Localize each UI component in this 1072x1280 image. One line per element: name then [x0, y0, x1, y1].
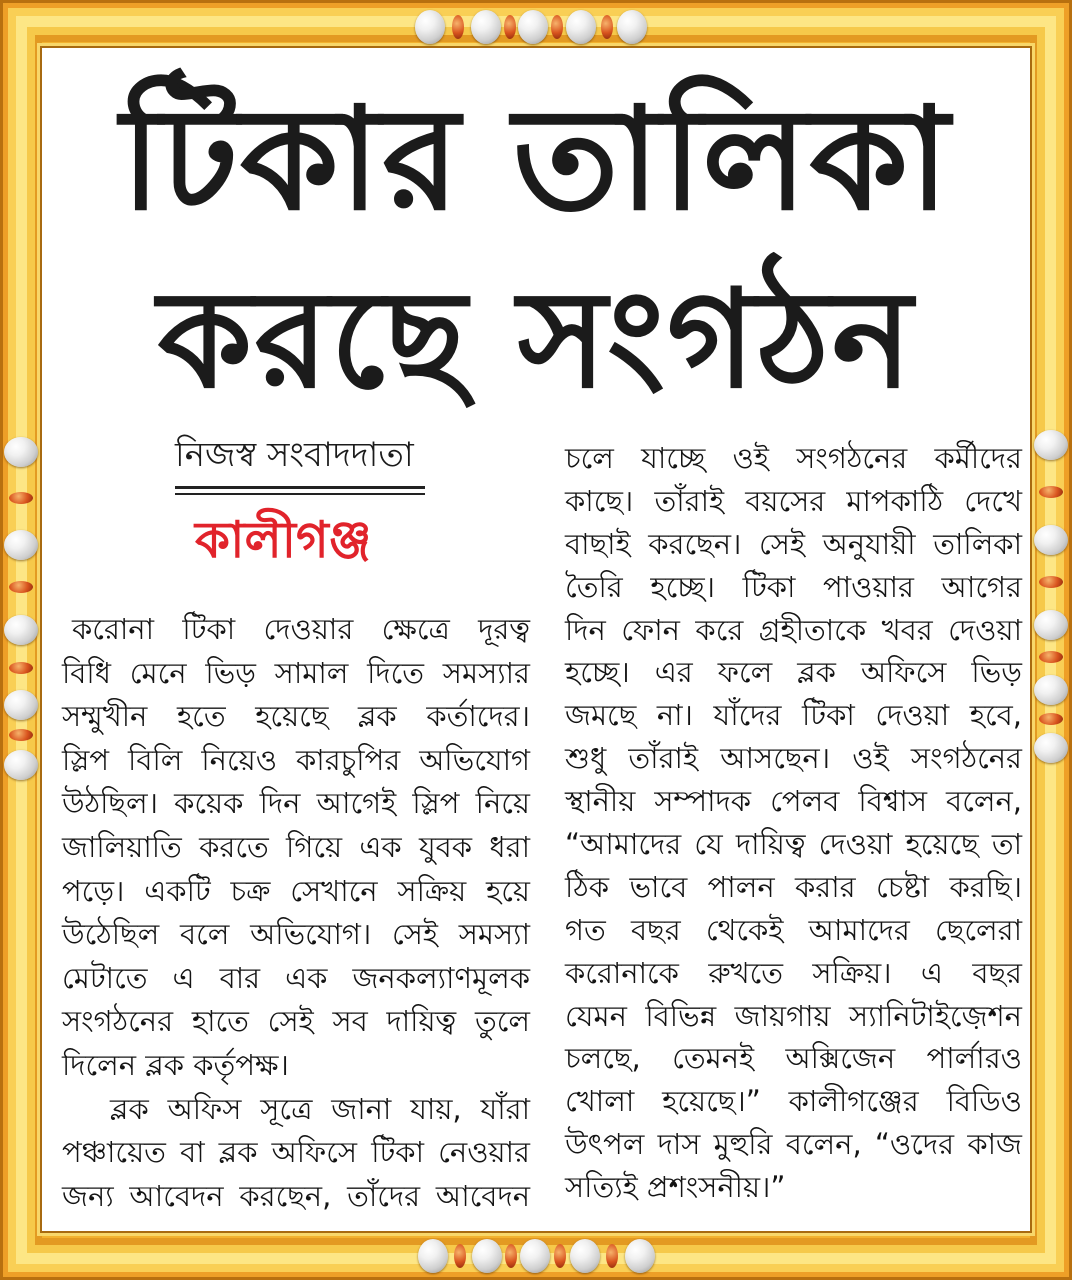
body-line: শুধু তাঁরাই আসছেন। ওই সংগঠনের: [565, 741, 1022, 776]
headline-line-1: [42, 75, 1030, 245]
body-line: সংগঠনের হাতে সেই সব দায়িত্ব তুলে: [62, 1004, 530, 1039]
bead-ornament: [1039, 713, 1063, 725]
bead-ornament: [1039, 651, 1063, 663]
body-line: গত বছর থেকেই আমাদের ছেলেরা: [565, 912, 1022, 947]
body-line: দিন ফোন করে গ্রহীতাকে খবর দেওয়া: [565, 612, 1022, 647]
byline-rule-thick: [175, 486, 425, 489]
pearl-ornament: [518, 10, 548, 44]
body-line: স্লিপ বিলি নিয়েও কারচুপির অভিযোগ: [62, 742, 530, 777]
pearl-ornament: [415, 10, 445, 44]
body-line: বিধি মেনে ভিড় সামাল দিতে সমস্যার: [62, 655, 530, 690]
bead-ornament: [9, 581, 33, 593]
body-line: সত্যিই প্রশংসনীয়।”: [565, 1170, 786, 1205]
bead-ornament: [606, 1244, 618, 1268]
body-line: কাছে। তাঁরাই বয়সের মাপকাঠি দেখে: [565, 483, 1022, 518]
pearl-ornament: [418, 1239, 448, 1273]
bead-ornament: [452, 15, 464, 39]
body-line: পঞ্চায়েত বা ব্লক অফিসে টিকা নেওয়ার: [62, 1135, 530, 1170]
pearl-ornament: [4, 690, 38, 720]
headline-text-1: টিকার তালিকা: [120, 78, 952, 242]
right-column: [565, 437, 1022, 1209]
byline-rule-thin: [175, 493, 425, 495]
headline-line-2: [42, 255, 1030, 425]
pearl-ornament: [1034, 610, 1068, 640]
body-line: পড়ে। একটি চক্র সেখানে সক্রিয় হয়ে: [62, 873, 530, 908]
pearl-ornament: [1034, 430, 1068, 460]
body-line: স্থানীয় সম্পাদক পেলব বিশ্বাস বলেন,: [565, 784, 1022, 819]
bead-ornament: [454, 1244, 466, 1268]
body-line: করোনা টিকা দেওয়ার ক্ষেত্রে দূরত্ব: [72, 612, 530, 646]
byline: নিজস্ব সংবাদদাতা: [175, 435, 414, 475]
body-line: “আমাদের যে দায়িত্ব দেওয়া হয়েছে তা: [565, 827, 1022, 862]
body-line: মেটাতে এ বার এক জনকল্যাণমূলক: [62, 960, 530, 995]
body-line: চলে যাচ্ছে ওই সংগঠনের কর্মীদের: [565, 441, 1022, 475]
pearl-ornament: [625, 1239, 655, 1273]
pearl-ornament: [520, 1239, 550, 1273]
bead-ornament: [1039, 486, 1063, 498]
body-line: চলছে, তেমনই অক্সিজেন পার্লারও: [565, 1041, 1022, 1076]
pearl-ornament: [4, 437, 38, 467]
left-column: [62, 608, 530, 1218]
pearl-ornament: [1034, 675, 1068, 705]
body-line: দিলেন ব্লক কর্তৃপক্ষ।: [62, 1047, 289, 1082]
headline-text-2: করছে সংগঠন: [157, 261, 915, 418]
dateline: কালীগঞ্জ: [195, 511, 372, 569]
body-line: তৈরি হচ্ছে। টিকা পাওয়ার আগের: [565, 569, 1022, 604]
pearl-ornament: [472, 1239, 502, 1273]
body-line: বাছাই করছেন। সেই অনুযায়ী তালিকা: [565, 526, 1022, 561]
body-line: যেমন বিভিন্ন জায়গায় স্যানিটাইজ়েশন: [565, 998, 1022, 1033]
bead-ornament: [554, 1244, 566, 1268]
pearl-ornament: [1034, 525, 1068, 555]
body-line: ব্লক অফিস সূত্রে জানা যায়, যাঁরা: [110, 1091, 530, 1126]
body-line: সম্মুখীন হতে হয়েছে ব্লক কর্তাদের।: [62, 699, 530, 734]
body-line: উৎপল দাস মুহুরি বলেন, “ওদের কাজ: [565, 1127, 1022, 1162]
pearl-ornament: [570, 1239, 600, 1273]
bead-ornament: [1039, 576, 1063, 588]
pearl-ornament: [4, 530, 38, 560]
bead-ornament: [551, 15, 563, 39]
bead-ornament: [9, 662, 33, 674]
body-line: খোলা হয়েছে।” কালীগঞ্জের বিডিও: [565, 1084, 1022, 1119]
pearl-ornament: [4, 615, 38, 645]
body-line: ঠিক ভাবে পালন করার চেষ্টা করছি।: [565, 869, 1022, 904]
body-line: উঠেছিল বলে অভিযোগ। সেই সমস্যা: [62, 917, 530, 952]
bead-ornament: [9, 492, 33, 504]
pearl-ornament: [617, 10, 647, 44]
bead-ornament: [9, 729, 33, 741]
bead-ornament: [505, 1244, 517, 1268]
body-line: জন্য আবেদন করছেন, তাঁদের আবেদন: [62, 1178, 530, 1213]
body-line: জালিয়াতি করতে গিয়ে এক যুবক ধরা: [62, 829, 530, 864]
pearl-ornament: [471, 10, 501, 44]
bead-ornament: [601, 15, 613, 39]
body-line: জমছে না। যাঁদের টিকা দেওয়া হবে,: [565, 698, 1022, 733]
pearl-ornament: [1034, 733, 1068, 763]
pearl-ornament: [4, 750, 38, 780]
body-line: হচ্ছে। এর ফলে ব্লক অফিসে ভিড়: [565, 655, 1022, 690]
bead-ornament: [504, 15, 516, 39]
pearl-ornament: [566, 10, 596, 44]
body-line: করোনাকে রুখতে সক্রিয়। এ বছর: [565, 955, 1022, 990]
body-line: উঠছিল। কয়েক দিন আগেই স্লিপ নিয়ে: [62, 786, 530, 821]
